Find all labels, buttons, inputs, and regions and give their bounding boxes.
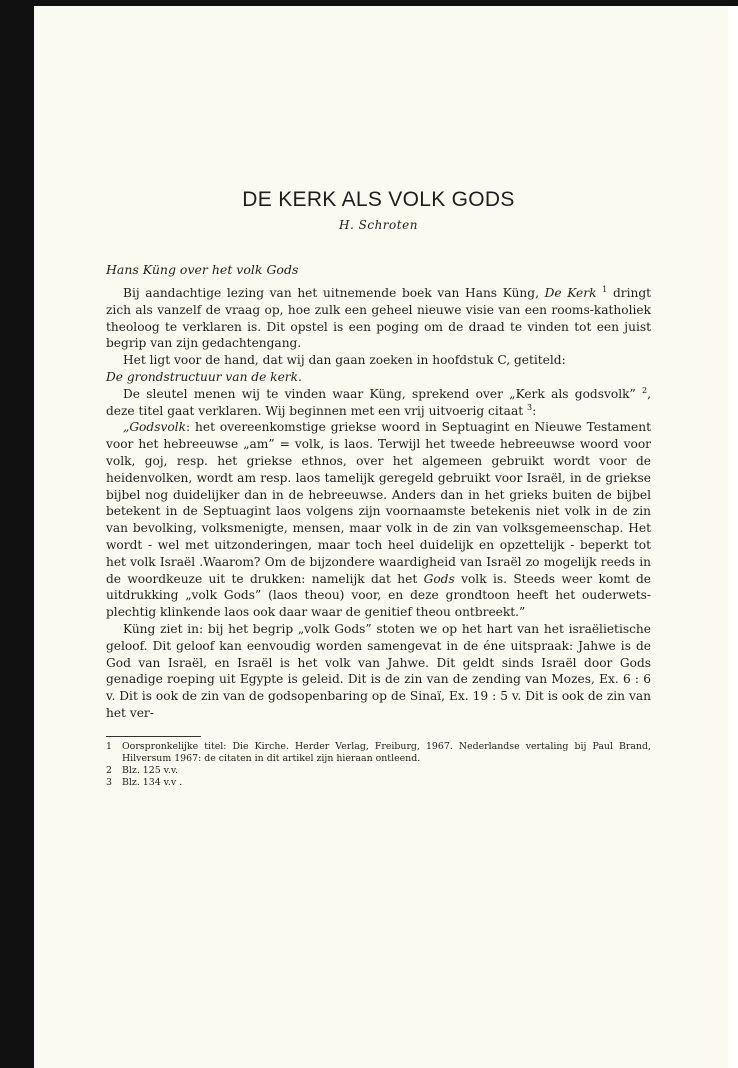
footnote-number: 1 <box>106 740 112 752</box>
term-gods: Gods <box>423 571 455 586</box>
footnote-text: Blz. 125 v.v. <box>122 764 178 776</box>
paragraph-quote-text-b: : het overeenkomstige griekse woord in Septuagint en Nieuwe Testament voor het hebreeuwse „am” = volk, is laos. Terwijl het tweede hebreeuwse woord voor volk, goj, resp. het griekse ethnos, over het algemeen gebruikt wordt voor de heidenvolken, wordt am resp. laos tamelijk geregeld gebruikt voor Israël, in de griekse bijbel nog duidelijker dan in de hebreeuwse. Anders dan in het grieks buiten de bijbel betekent in de Septuagint laos volgens zijn voornaamste betekenis niet volk in de zin van bevolking, volksmenigte, mensen, maar volk in de zin van volksgemeenschap. Het wordt - wel met uitzonderingen, maar toch heel duidelijk en opzettelijk - beperkt tot het volk Israël .Waarom? Om de bijzondere waardigheid van Israël zo mogelijk reeds in de woordkeuze uit te drukken: namelijk dat het <box>106 420 651 586</box>
footnote-number: 2 <box>106 764 112 776</box>
footnote-ref-3: 3 <box>526 402 533 412</box>
footnote-number: 3 <box>106 776 112 788</box>
scan-border-left <box>0 0 34 1068</box>
footnote-ref-2: 2 <box>642 385 648 395</box>
paragraph-5-text: Küng ziet in: bij het begrip „volk Gods” stoten we op het hart van het israëlietische geloof. Dit geloof kan eenvoudig worden samengevat in de éne uitspraak: Jahwe is de God van Israël, en Israël is het volk van Jahwe. Dit geldt sinds Israël door Gods genadige roeping uit Egypte is geleid. Dit is de zin van de zending van Mozes, Ex. 6 : 6 v. Dit is ook de zin van de godsopenbaring op de Sinaï, Ex. 19 : 5 v. Dit is ook de zin van het ver- <box>106 621 651 720</box>
body-text <box>106 285 651 722</box>
footnotes <box>106 741 651 789</box>
chapter-title: De grondstructuur van de kerk. <box>106 369 302 384</box>
article <box>106 188 651 789</box>
paragraph-quote-text-d: volk is. Steeds weer komt de uitdrukking „volk Gods” (laos theou) voor, en deze grondtoon heeft het ouderwets-plechtig klinkende laos ook daar waar de genitief theou ontbreekt.” <box>106 571 651 620</box>
section-heading: Hans Küng over het volk Gods <box>106 262 299 277</box>
term-godsvolk: „Godsvolk <box>123 420 186 435</box>
book-title-de-kerk: De Kerk <box>544 286 597 300</box>
paragraph-2-text-a: Het ligt voor de hand, dat wij dan gaan zoeken in hoofdstuk C, getiteld: <box>123 353 566 368</box>
footnote-2 <box>106 765 651 777</box>
paragraph-1 <box>106 285 651 352</box>
paragraph-5 <box>106 621 651 722</box>
paragraph-1-text-a: Bij aandachtige lezing van het uitnemende boek van Hans Küng, <box>123 286 545 300</box>
footnote-text: Blz. 134 v.v . <box>122 776 183 788</box>
footnote-3 <box>106 777 651 789</box>
paragraph-3-text-a: De sleutel menen wij te vinden waar Küng, sprekend over „Kerk als godsvolk” <box>123 386 643 401</box>
paragraph-1-text-c: dringt zich als vanzelf de vraag op, hoe zulk een geheel nieuwe visie van een rooms-katholiek theoloog te verklaren is. Dit opstel is een poging om de draad te vinden tot een juist begrip van zijn gedachtengang. <box>106 286 652 351</box>
paragraph-quote <box>106 419 651 621</box>
footnote-divider <box>106 736 201 737</box>
footnote-ref-1: 1 <box>602 284 608 294</box>
article-author: H. Schroten <box>339 218 418 232</box>
paragraph-2 <box>106 352 651 386</box>
footnote-1 <box>106 741 651 765</box>
paragraph-3-text-d: : <box>532 403 537 418</box>
footnote-text: Oorspronkelijke titel: Die Kirche. Herder Verlag, Freiburg, 1967. Nederlandse vertaling bij Paul Brand, Hilversum 1967: de citaten in dit artikel zijn hieraan ontleend. <box>122 740 651 764</box>
paragraph-3 <box>106 386 651 420</box>
paragraph-3-text-c: , deze titel gaat verklaren. Wij beginnen met een vrij uitvoerig citaat <box>106 386 651 418</box>
article-title: DE KERK ALS VOLK GODS <box>242 188 515 211</box>
